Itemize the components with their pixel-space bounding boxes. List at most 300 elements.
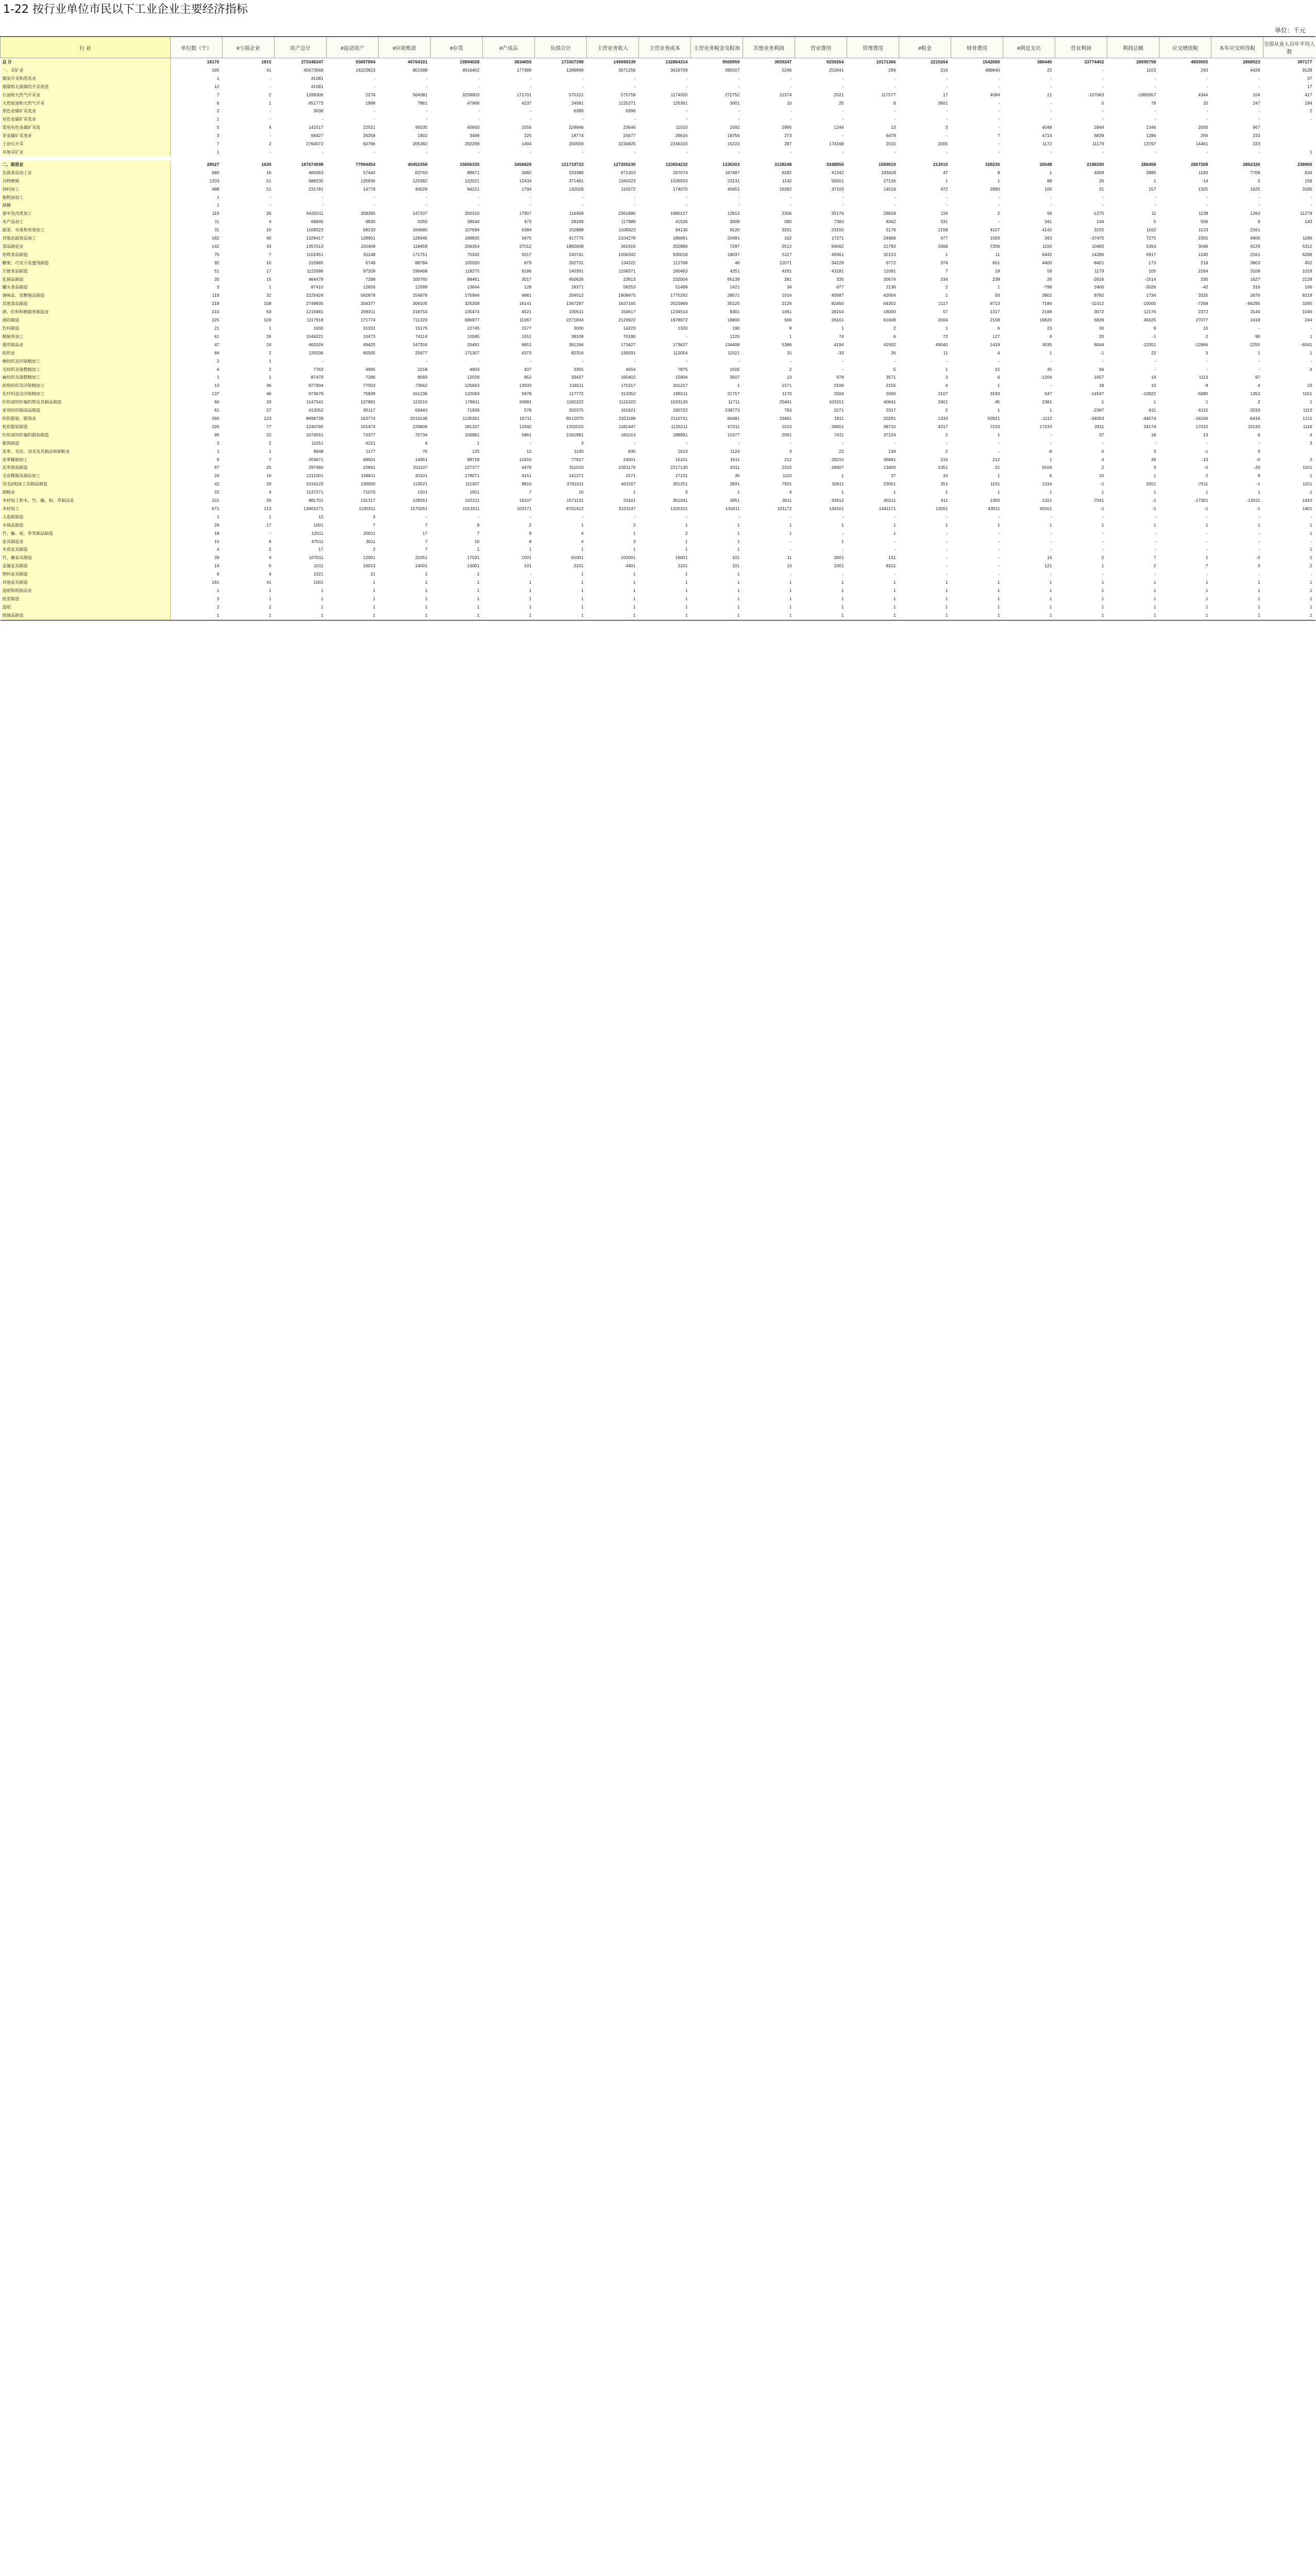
table-row: [1, 132, 1315, 140]
table-cell: 9: [529, 530, 532, 536]
table-cell: 23: [1047, 326, 1052, 331]
table-cell: 8: [893, 100, 896, 106]
table-cell: 3: [685, 489, 688, 495]
table-cell: 181013: [620, 432, 636, 437]
table-cell: 34229: [831, 260, 844, 265]
table-cell: -: [894, 83, 896, 89]
table-cell: 90: [1255, 333, 1260, 339]
table-row: [1, 234, 1315, 243]
table-cell: 8093: [417, 375, 428, 380]
table-cell: 2: [268, 440, 272, 446]
table-cell: -1514: [1144, 276, 1156, 282]
table-cell: -: [426, 194, 428, 200]
table-cell: 17: [1307, 83, 1312, 89]
table-row: [1, 341, 1315, 349]
table-cell: 22841: [363, 465, 376, 470]
table-cell: 1211: [1303, 415, 1312, 421]
table-cell: 4291: [782, 268, 792, 274]
table-cell: 1: [945, 251, 948, 257]
column-header: 管理费用: [847, 37, 899, 58]
table-cell: 1: [789, 588, 792, 593]
table-cell: 171701: [516, 92, 532, 97]
table-cell: 3185: [1302, 186, 1312, 192]
table-cell: 7286: [365, 375, 376, 380]
table-cell: 15223: [727, 141, 740, 147]
table-cell: 1: [997, 473, 1000, 479]
table-cell: -: [1206, 149, 1208, 155]
table-cell: 9: [216, 456, 220, 462]
industry-name: 毛皮鞣制及制品加工: [1, 472, 171, 480]
table-cell: -1: [1256, 481, 1260, 487]
industry-name: 制糖: [1, 201, 171, 210]
table-cell: -: [1258, 571, 1260, 577]
table-cell: 17907: [519, 211, 532, 216]
table-cell: -: [686, 83, 688, 89]
table-cell: -: [686, 440, 688, 446]
table-cell: -: [790, 514, 792, 519]
table-cell: 1: [789, 333, 792, 339]
table-cell: 213510: [933, 161, 948, 167]
table-cell: 150408: [360, 243, 376, 249]
table-cell: 1125271: [618, 100, 636, 106]
table-cell: 4: [1309, 432, 1312, 437]
table-cell: 1: [529, 547, 532, 552]
table-cell: -: [269, 202, 272, 208]
table-cell: 1: [1153, 580, 1156, 585]
table-cell: 1: [1205, 588, 1208, 593]
table-cell: 2521: [834, 92, 844, 97]
table-row: [1, 390, 1315, 398]
table-cell: 1775292: [670, 293, 688, 298]
industry-name: 金属家具制造: [1, 562, 171, 570]
table-cell: -: [946, 202, 948, 208]
table-cell: 2317: [886, 408, 896, 413]
table-cell: 3368: [938, 243, 948, 249]
table-cell: 61608: [883, 317, 896, 323]
table-cell: -: [269, 108, 272, 114]
table-cell: 1421: [730, 284, 740, 290]
table-cell: 128901: [360, 235, 376, 241]
table-cell: 4: [268, 571, 272, 577]
table-cell: 1244: [834, 125, 844, 130]
table-cell: 4: [997, 350, 1000, 355]
table-cell: 1: [841, 473, 844, 479]
table-cell: 30574: [883, 276, 896, 282]
table-cell: 63763: [415, 170, 428, 175]
table-cell: 4344: [1198, 92, 1208, 97]
table-cell: -14: [1202, 178, 1208, 183]
table-cell: 1613: [678, 448, 688, 454]
table-cell: 763: [784, 408, 792, 413]
table-cell: 331: [940, 219, 948, 225]
table-cell: 24: [214, 473, 220, 479]
table-cell: 2210264: [931, 59, 948, 64]
table-cell: 10171366: [876, 59, 896, 64]
table-cell: 1263: [1250, 211, 1260, 216]
table-cell: 58201: [831, 178, 844, 183]
table-cell: 1: [1153, 399, 1156, 405]
table-cell: -: [946, 83, 948, 89]
table-cell: -1: [1100, 350, 1104, 355]
table-cell: -: [1050, 432, 1052, 437]
table-cell: 45625: [1143, 317, 1156, 323]
table-cell: 1006342: [618, 251, 636, 257]
table-cell: 35: [1047, 366, 1052, 372]
table-cell: 1: [997, 588, 1000, 593]
table-cell: 273348347: [301, 59, 324, 64]
table-cell: 1: [997, 432, 1000, 437]
table-cell: 171751: [412, 251, 428, 257]
table-cell: 7: [1205, 563, 1208, 569]
table-cell: -2616: [1092, 276, 1104, 282]
table-cell: 40587: [831, 293, 844, 298]
table-cell: -: [894, 108, 896, 114]
table-cell: 1115322: [619, 399, 636, 405]
table-cell: 97209: [363, 268, 376, 274]
table-cell: 4: [1049, 333, 1052, 339]
table-cell: 16: [266, 170, 272, 175]
table-cell: -: [1154, 194, 1156, 200]
table-cell: -: [582, 202, 584, 208]
table-cell: 199468: [412, 268, 428, 274]
table-cell: 1: [1257, 604, 1260, 609]
table-cell: 174168: [829, 141, 844, 147]
table-cell: 6651: [521, 342, 532, 347]
table-cell: 1: [893, 588, 896, 593]
table-cell: 2128: [1302, 276, 1312, 282]
table-cell: -: [1102, 358, 1104, 364]
table-cell: 1: [1159, 612, 1211, 620]
industry-name: 塑料家具制造: [1, 570, 171, 579]
table-cell: 1352: [1250, 391, 1260, 397]
table-cell: -: [738, 116, 740, 122]
table-cell: 229806: [412, 423, 428, 429]
table-cell: 63443: [415, 408, 428, 413]
table-cell: 2161: [1250, 227, 1260, 233]
table-cell: 2: [268, 92, 272, 97]
table-cell: 1181447: [618, 423, 636, 429]
table-cell: 87410: [311, 284, 324, 290]
table-cell: -17301: [1194, 498, 1208, 503]
table-cell: 1: [1153, 588, 1156, 593]
table-cell: -: [1206, 194, 1208, 200]
table-cell: -11012: [1090, 301, 1104, 307]
table-cell: -: [478, 75, 480, 81]
table-cell: 1556: [521, 125, 532, 130]
table-cell: 10: [786, 100, 792, 106]
table-cell: 6512075: [566, 415, 584, 421]
table-cell: 1: [899, 612, 951, 620]
table-cell: -: [738, 358, 740, 364]
table-cell: 1: [737, 489, 740, 495]
table-cell: 4251: [730, 268, 740, 274]
table-cell: -12011: [1246, 498, 1260, 503]
table-cell: 1: [737, 571, 740, 577]
table-cell: 1158371: [618, 268, 636, 274]
table-cell: 13001: [467, 563, 480, 569]
table-cell: 272752: [724, 92, 740, 97]
table-cell: -: [1310, 326, 1312, 331]
table-cell: 218754: [412, 309, 428, 315]
table-cell: 3325: [1198, 293, 1208, 298]
industry-name: 化纤织造及印染精加工: [1, 390, 171, 398]
table-cell: 117577: [881, 92, 896, 97]
table-cell: -: [1050, 194, 1052, 200]
table-cell: 1240: [1198, 251, 1208, 257]
table-cell: 95117: [363, 408, 376, 413]
table-cell: 371481: [568, 178, 584, 183]
table-cell: 31031: [363, 326, 376, 331]
table-cell: -1: [1204, 448, 1208, 454]
table-row: [1, 283, 1315, 292]
table-cell: -: [1206, 514, 1208, 519]
table-cell: 16107: [519, 498, 532, 503]
table-row: [1, 210, 1315, 218]
table-cell: 335: [836, 276, 844, 282]
table-cell: 1: [268, 588, 272, 593]
table-cell: -: [1206, 202, 1208, 208]
table-cell: -: [634, 202, 636, 208]
table-cell: 351: [940, 481, 948, 487]
table-cell: -: [790, 547, 792, 552]
table-cell: -: [322, 149, 324, 155]
table-cell: 185511: [673, 391, 688, 397]
table-cell: 47511: [311, 538, 324, 544]
table-cell: 16001: [675, 555, 688, 561]
table-cell: -: [842, 366, 844, 372]
table-cell: -: [1102, 75, 1104, 81]
table-cell: 488640: [985, 67, 1000, 73]
table-cell: -: [1206, 366, 1208, 372]
table-cell: 10: [474, 538, 480, 544]
table-cell: -: [530, 194, 532, 200]
table-cell: 68501: [363, 456, 376, 462]
table-cell: 28090758: [1136, 59, 1156, 64]
table-cell: 30: [1099, 326, 1104, 331]
table-cell: 3193: [990, 391, 1000, 397]
table-cell: 3507: [730, 375, 740, 380]
industry-name: 一、采矿业: [1, 66, 171, 75]
table-cell: -10000: [1142, 301, 1156, 307]
table-cell: 1001: [313, 580, 324, 585]
table-cell: -: [946, 555, 948, 561]
table-cell: 2: [373, 547, 376, 552]
table-cell: 108: [264, 301, 272, 307]
table-cell: 2016146: [410, 415, 428, 421]
table-cell: 1: [1309, 555, 1312, 561]
table-cell: 18774: [571, 133, 584, 139]
table-cell: 2381: [1042, 399, 1052, 405]
table-cell: 74114: [415, 333, 428, 339]
table-cell: 1125211: [671, 423, 688, 429]
table-cell: 252886: [672, 243, 688, 249]
table-cell: -: [1102, 538, 1104, 544]
table-cell: 20: [266, 481, 272, 487]
table-cell: -: [790, 538, 792, 544]
table-cell: 1882608: [566, 243, 584, 249]
table-cell: 2225424: [306, 293, 324, 298]
table-cell: 1978972: [670, 317, 688, 323]
table-row: [1, 259, 1315, 267]
table-cell: -: [1206, 440, 1208, 446]
industry-name: 罐头食品制造: [1, 283, 171, 292]
table-cell: -: [1102, 83, 1104, 89]
table-cell: 51: [214, 268, 220, 274]
table-cell: 1: [633, 588, 636, 593]
industry-name: 精制茶加工: [1, 333, 171, 341]
industry-name: 皮革、毛皮、羽毛及其制品和制鞋业: [1, 448, 171, 456]
table-cell: 1637165: [618, 301, 636, 307]
table-cell: 2: [789, 366, 792, 372]
table-cell: 3000: [573, 326, 584, 331]
table-cell: 1: [1309, 522, 1312, 528]
table-cell: 105020: [464, 260, 480, 265]
table-cell: 82450: [831, 301, 844, 307]
table-cell: 125: [472, 448, 480, 454]
table-cell: -: [738, 202, 740, 208]
table-cell: 101: [524, 563, 532, 569]
table-cell: -: [374, 194, 376, 200]
table-cell: -: [1154, 571, 1156, 577]
industry-name: 家用纺织制成品制造: [1, 406, 171, 415]
table-cell: 2: [945, 408, 948, 413]
column-header: #亏损企业: [223, 37, 275, 58]
table-cell: 70: [422, 448, 428, 454]
table-cell: 88784: [415, 260, 428, 265]
table-cell: -: [426, 202, 428, 208]
table-cell: 1013311: [462, 505, 480, 511]
table-cell: 7709: [1250, 170, 1260, 175]
table-cell: 184: [1305, 100, 1312, 106]
table-cell: 2: [945, 284, 948, 290]
table-cell: 10: [1099, 473, 1104, 479]
table-cell: 2: [1153, 563, 1156, 569]
table-cell: -: [946, 194, 948, 200]
table-cell: 3: [581, 440, 584, 446]
table-cell: 1: [1049, 522, 1052, 528]
table-cell: 51: [266, 186, 272, 192]
table-cell: 1: [841, 580, 844, 585]
table-cell: 1: [587, 612, 639, 620]
table-cell: 374: [940, 260, 948, 265]
table-cell: 15133: [1247, 423, 1260, 429]
table-cell: 1: [223, 612, 275, 620]
table-cell: 22: [214, 489, 220, 495]
table-cell: 1419: [990, 342, 1000, 347]
table-cell: 2844: [1094, 125, 1104, 130]
table-cell: 3951: [730, 498, 740, 503]
table-cell: 1: [216, 202, 220, 208]
table-cell: 3108: [1250, 268, 1260, 274]
table-cell: 20491: [727, 235, 740, 241]
table-cell: 27126: [883, 178, 896, 183]
table-cell: 14286: [1091, 251, 1104, 257]
table-cell: 1160323: [618, 178, 636, 183]
table-cell: 203671: [308, 456, 324, 462]
table-cell: 14: [214, 563, 220, 569]
table-cell: 2: [1309, 456, 1312, 462]
table-cell: 13: [1203, 432, 1208, 437]
table-cell: 240741: [568, 251, 584, 257]
column-header: 单位数（个）: [171, 37, 223, 58]
table-cell: 1794: [521, 186, 532, 192]
table-cell: 1: [997, 284, 1000, 290]
table-cell: 2: [945, 448, 948, 454]
table-cell: 178811: [465, 399, 480, 405]
table-cell: -: [1154, 202, 1156, 208]
table-cell: 36961: [883, 456, 896, 462]
table-cell: 1: [789, 530, 792, 536]
table-cell: 11067: [519, 317, 532, 323]
table-cell: 9186: [521, 268, 532, 274]
table-cell: 201107: [413, 465, 428, 470]
table-cell: -: [998, 555, 1000, 561]
table-cell: -2: [1256, 555, 1260, 561]
table-cell: 1170: [782, 391, 792, 397]
table-cell: -1: [1256, 505, 1260, 511]
table-cell: 20491: [467, 342, 480, 347]
table-cell: 1998: [365, 100, 376, 106]
table-cell: 2: [633, 522, 636, 528]
table-cell: 1: [1205, 596, 1208, 601]
table-cell: 1013: [782, 423, 792, 429]
table-cell: 66427: [311, 133, 324, 139]
table-cell: 41081: [311, 83, 324, 89]
table-cell: -: [894, 538, 896, 544]
table-cell: 12374: [779, 92, 792, 97]
table-cell: 1657: [1094, 375, 1104, 380]
table-cell: 2890: [990, 186, 1000, 192]
table-cell: 1: [1309, 604, 1312, 609]
table-cell: -: [998, 108, 1000, 114]
table-cell: 1: [425, 604, 428, 609]
table-cell: 4554: [626, 366, 636, 372]
table-cell: 2110741: [670, 415, 688, 421]
table-cell: 2015: [886, 141, 896, 147]
table-cell: 7: [268, 456, 272, 462]
table-cell: 21: [994, 366, 1000, 372]
table-cell: -1112: [1041, 415, 1052, 421]
table-cell: -: [790, 108, 792, 114]
table-cell: 171307: [464, 350, 480, 355]
table-row: [1, 612, 1315, 620]
table-cell: 2: [268, 547, 272, 552]
table-cell: 42004: [883, 293, 896, 298]
table-cell: 391266: [568, 342, 584, 347]
table-cell: 39601: [831, 423, 844, 429]
table-cell: 1203: [209, 178, 220, 183]
table-cell: 20: [1099, 333, 1104, 339]
table-cell: 118275: [465, 268, 480, 274]
table-cell: 127377: [464, 465, 480, 470]
table-cell: 1: [581, 588, 584, 593]
table-cell: 7: [477, 530, 480, 536]
table-cell: 3: [216, 596, 220, 601]
table-row: [1, 201, 1315, 210]
table-cell: 1: [216, 448, 220, 454]
table-cell: 1: [320, 596, 324, 601]
table-cell: 2676: [1250, 293, 1260, 298]
table-cell: -: [842, 194, 844, 200]
table-cell: 1592: [730, 125, 740, 130]
table-row: [1, 300, 1315, 308]
table-cell: 58253: [623, 284, 636, 290]
table-cell: 20011: [363, 530, 376, 536]
table-cell: -: [582, 149, 584, 155]
table-cell: 204377: [360, 301, 376, 307]
table-cell: -1: [1100, 481, 1104, 487]
table-cell: 8219: [1302, 293, 1312, 298]
